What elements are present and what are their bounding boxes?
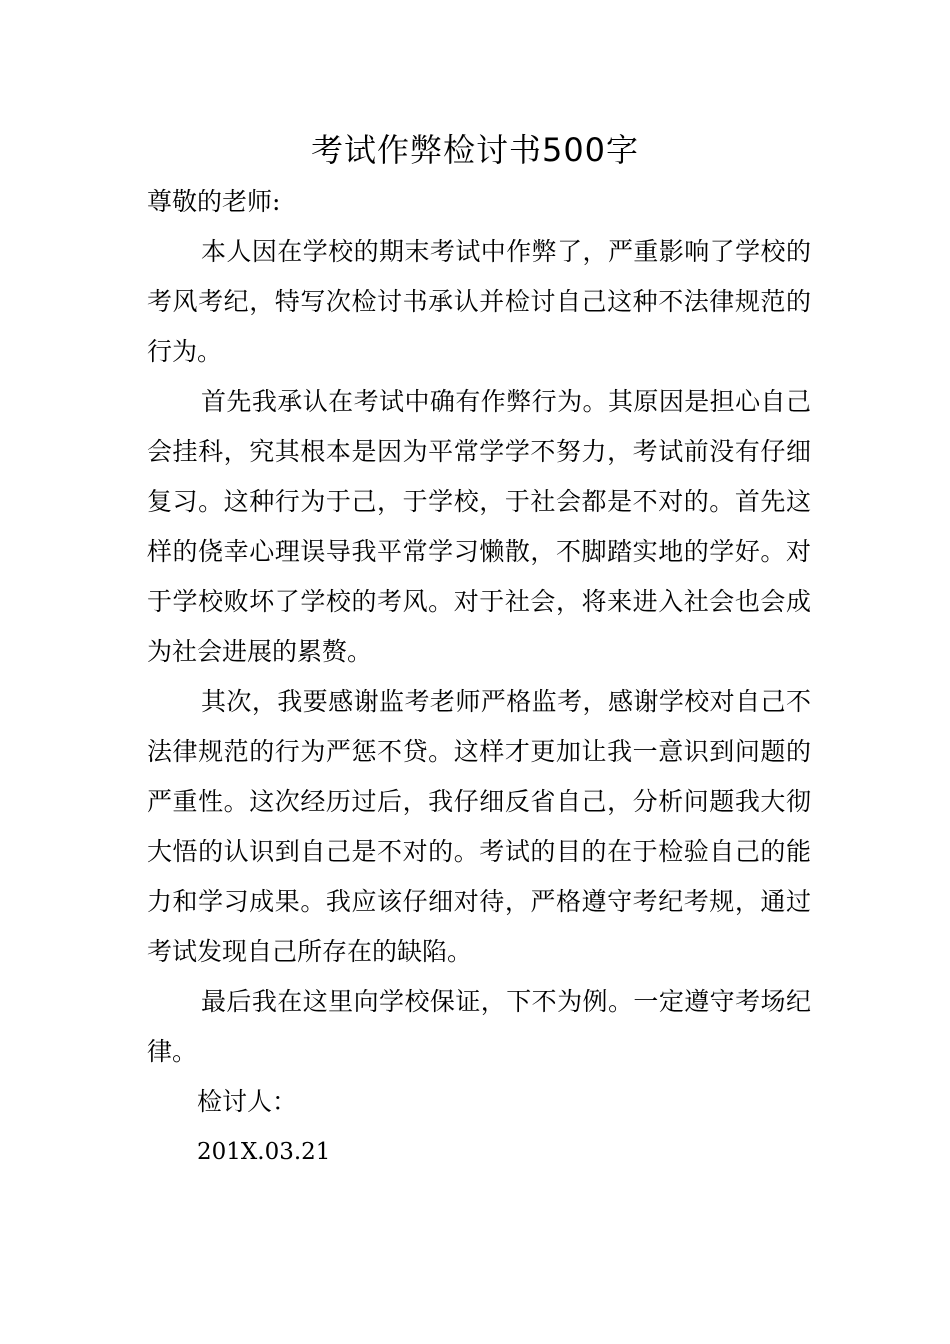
paragraph-4: 最后我在这里向学校保证，下不为例。一定遵守考场纪律。 [147, 987, 811, 1066]
paragraph-2: 首先我承认在考试中确有作弊行为。其原因是担心自己会挂科，究其根本是因为平常学学不努力，考试前没有仔细复习。这种行为于己，于学校，于社会都是不对的。首先这样的侥幸心理误导我平常学习懒散，不脚踏实地的学好。对于学校败坏了学校的考风。对于社会，将来进入社会也会成为社会进展的累赘。 [147, 387, 811, 666]
salutation: 尊敬的老师: [147, 187, 281, 216]
signer-label: 检讨人： [197, 1087, 298, 1116]
document-date: 201X.03.21 [197, 1139, 331, 1165]
paragraph-1: 本人因在学校的期末考试中作弊了，严重影响了学校的考风考纪，特写次检讨书承认并检讨自己这种不法律规范的行为。 [147, 237, 811, 366]
document-title: 考试作弊检讨书500字 [310, 131, 640, 169]
document-body [147, 177, 811, 1177]
paragraph-3: 其次，我要感谢监考老师严格监考，感谢学校对自己不法律规范的行为严惩不贷。这样才更加让我一意识到问题的严重性。这次经历过后，我仔细反省自己，分析问题我大彻大悟的认识到自己是不对的。考试的目的在于检验自己的能力和学习成果。我应该仔细对待，严格遵守考纪考规，通过考试发现自己所存在的缺陷。 [147, 687, 811, 966]
